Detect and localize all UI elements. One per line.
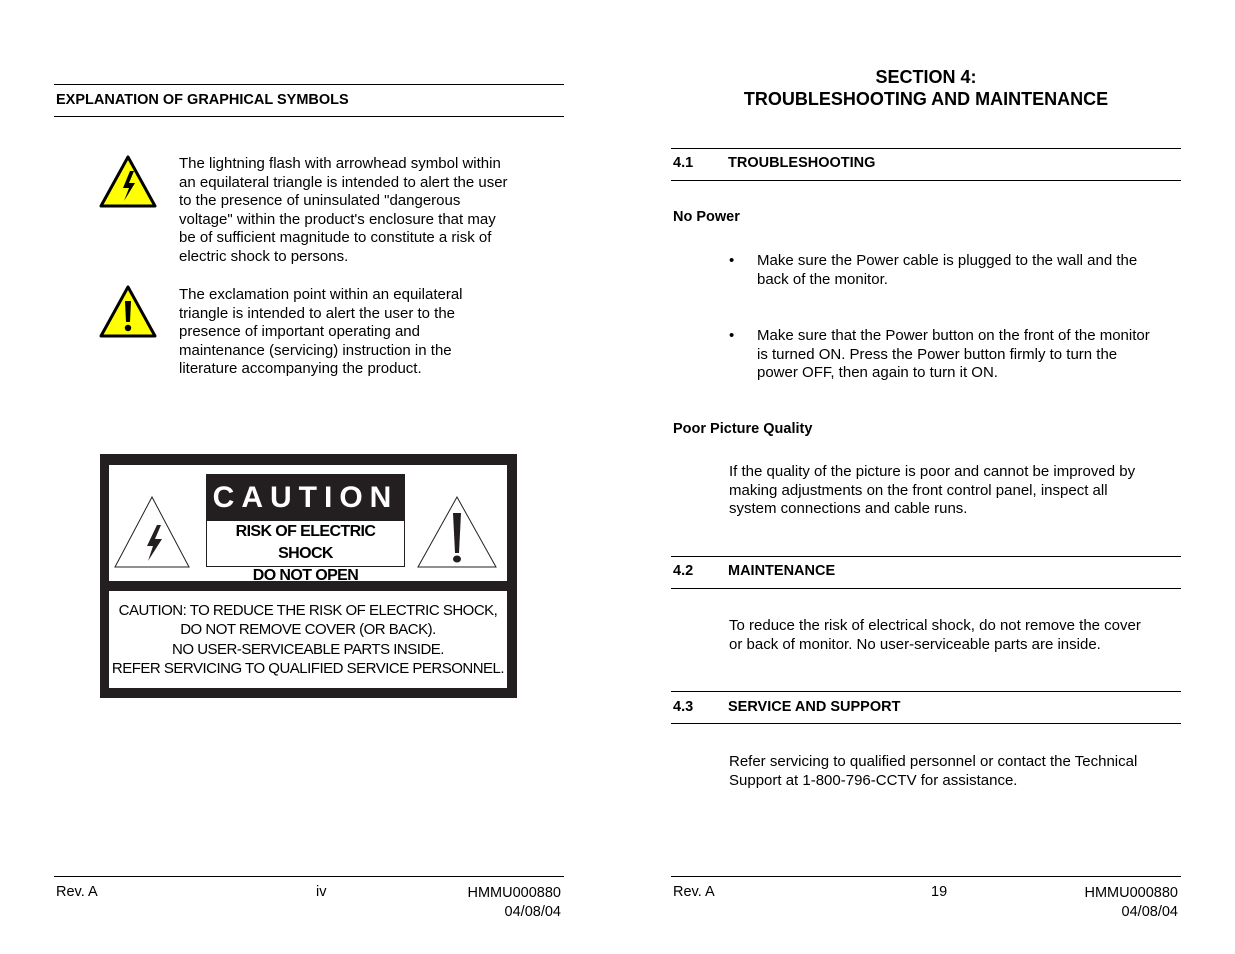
subheading-poor-picture: Poor Picture Quality — [673, 421, 813, 437]
footer-divider — [54, 876, 564, 877]
text-line: literature accompanying the product. — [179, 360, 422, 378]
caution-body — [109, 601, 507, 678]
lightning-triangle-icon — [113, 495, 191, 569]
text-line: The exclamation point within an equilateral — [179, 286, 463, 303]
bullet-text — [757, 252, 1177, 289]
text-line: an equilateral triangle is intended to alert the user — [179, 173, 508, 191]
text-line: maintenance (servicing) instruction in the — [179, 341, 452, 359]
divider — [671, 588, 1181, 589]
subheading-no-power: No Power — [673, 209, 740, 225]
text-line: triangle is intended to alert the user to the — [179, 304, 456, 322]
text-line: to the presence of uninsulated "dangerous — [179, 192, 461, 210]
caution-label — [100, 454, 517, 698]
text-line: is turned ON. Press the Power button firmly to turn the — [757, 345, 1118, 363]
left-heading: EXPLANATION OF GRAPHICAL SYMBOLS — [56, 92, 349, 108]
divider — [671, 180, 1181, 181]
text-line: electric shock to persons. — [179, 247, 349, 265]
text-line: DO NOT OPEN — [252, 567, 359, 584]
caution-title: CAUTION — [206, 474, 405, 521]
text-line: or back of monitor. No user-serviceable parts are inside. — [729, 635, 1101, 653]
text-line: be of sufficient magnitude to constitute a risk of — [179, 229, 492, 247]
bullet-text — [757, 327, 1177, 383]
exclamation-description — [179, 286, 539, 379]
section-title-line: TROUBLESHOOTING AND MAINTENANCE — [743, 89, 1109, 109]
section-title — [671, 66, 1181, 110]
text-line: presence of important operating and — [179, 323, 420, 341]
section-number: 4.3 — [673, 699, 694, 715]
text-line: voltage" within the product's enclosure that may — [179, 210, 496, 228]
footer-rev: Rev. A — [56, 884, 98, 900]
section-title-line: SECTION 4: — [875, 67, 977, 87]
divider — [671, 148, 1181, 149]
divider — [54, 84, 564, 85]
divider — [54, 116, 564, 117]
footer-rev: Rev. A — [673, 884, 715, 900]
text-line: The lightning flash with arrowhead symbol within — [179, 155, 501, 172]
caution-subtitle — [206, 521, 405, 584]
divider — [671, 556, 1181, 557]
caution-label-bottom — [109, 591, 507, 688]
exclamation-warning-icon — [99, 285, 157, 338]
footer-doc-number: HMMU000880 — [467, 885, 561, 901]
section-heading: SERVICE AND SUPPORT — [728, 699, 901, 715]
text-line: DO NOT REMOVE COVER (OR BACK). — [180, 621, 436, 639]
text-line: Make sure the Power cable is plugged to the wall and the — [757, 252, 1138, 269]
text-line: Make sure that the Power button on the front of the monitor — [757, 327, 1150, 344]
divider — [671, 723, 1181, 724]
section-heading: TROUBLESHOOTING — [728, 155, 876, 171]
footer-divider — [671, 876, 1181, 877]
maintenance-text — [729, 617, 1179, 654]
exclamation-triangle-icon — [416, 495, 498, 569]
text-line: RISK OF ELECTRIC SHOCK — [235, 523, 376, 562]
text-line: If the quality of the picture is poor and cannot be improved by — [729, 463, 1136, 480]
text-line: Support at 1-800-796-CCTV for assistance. — [729, 771, 1018, 789]
text-line: REFER SERVICING TO QUALIFIED SERVICE PERSONNEL. — [111, 659, 505, 677]
divider — [671, 691, 1181, 692]
text-line: system connections and cable runs. — [729, 500, 968, 518]
text-line: NO USER-SERVICEABLE PARTS INSIDE. — [172, 640, 444, 658]
poor-picture-text — [729, 463, 1179, 519]
footer-doc-info — [1057, 884, 1178, 921]
caution-label-top — [109, 465, 507, 584]
text-line: power OFF, then again to turn it ON. — [757, 364, 998, 382]
text-line: making adjustments on the front control panel, inspect all — [729, 481, 1108, 499]
text-line: CAUTION: TO REDUCE THE RISK OF ELECTRIC SHOCK, — [118, 602, 498, 619]
section-heading: MAINTENANCE — [728, 563, 836, 579]
footer-doc-number: HMMU000880 — [1084, 885, 1178, 901]
footer-page-number: iv — [316, 884, 327, 900]
text-line: Refer servicing to qualified personnel or contact the Technical — [729, 753, 1138, 770]
section-number: 4.1 — [673, 155, 694, 171]
section-number: 4.2 — [673, 563, 694, 579]
text-line: back of the monitor. — [757, 270, 888, 288]
footer-date: 04/08/04 — [504, 903, 561, 920]
lightning-description — [179, 155, 539, 267]
lightning-warning-icon — [99, 155, 157, 208]
footer-doc-info — [440, 884, 561, 921]
footer-page-number: 19 — [931, 884, 948, 900]
footer-date: 04/08/04 — [1121, 903, 1178, 920]
text-line: To reduce the risk of electrical shock, do not remove the cover — [729, 617, 1141, 634]
support-text — [729, 753, 1179, 790]
bullet-icon: • — [729, 252, 735, 269]
bullet-icon: • — [729, 327, 735, 344]
